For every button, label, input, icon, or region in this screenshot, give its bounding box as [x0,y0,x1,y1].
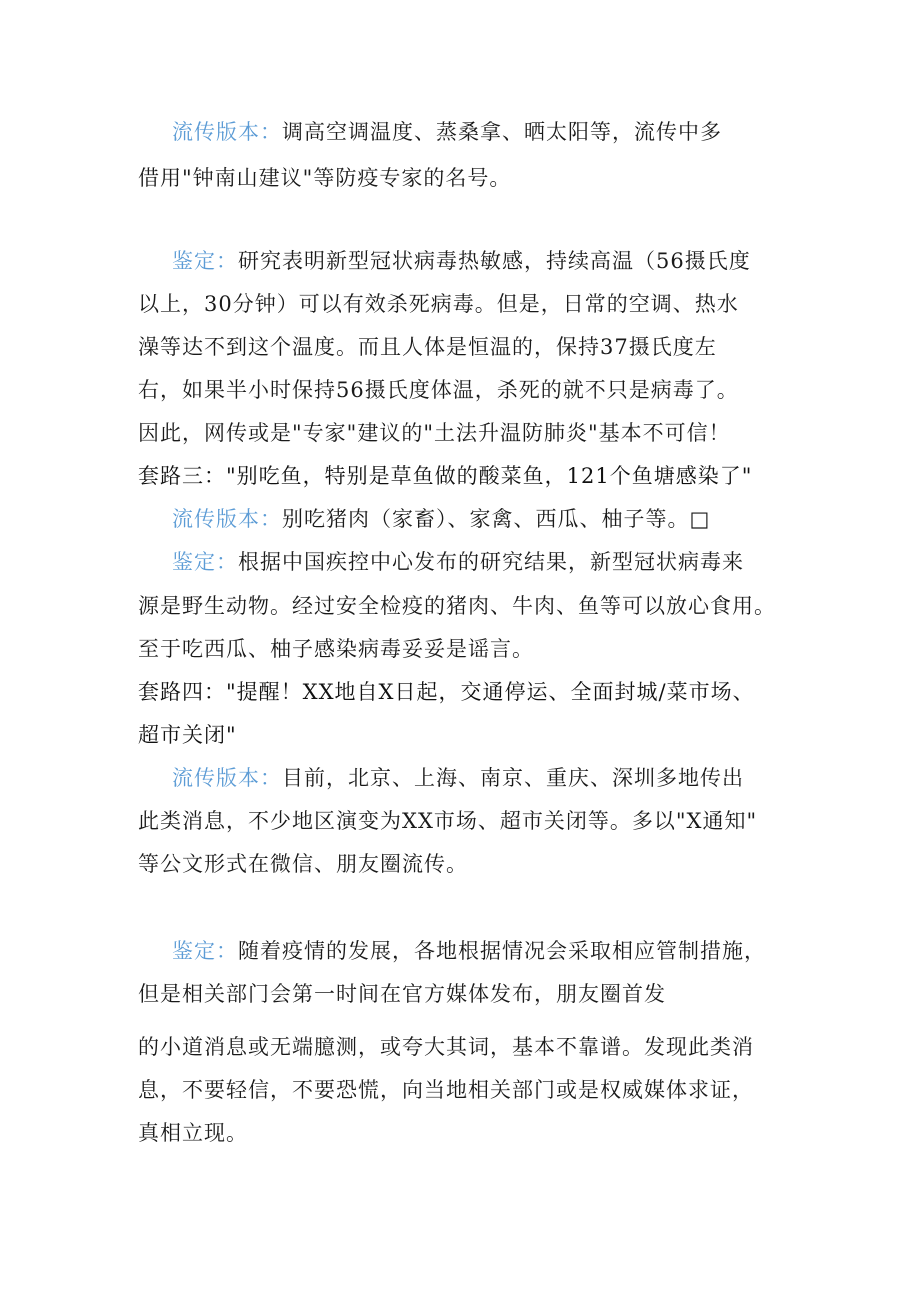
section-heading-4-line-2: 超市关闭" [138,723,237,747]
p3-text-1: 别吃猪肉（家畜）、家禽、西瓜、柚子等。□ [282,507,711,531]
appraisal-label: 鉴定： [172,550,238,574]
p1-line-1 [172,117,722,147]
p4-line-2: 源是野生动物。经过安全检疫的猪肉、牛肉、鱼等可以放心食用。 [138,594,776,618]
section-heading-3: 套路三："别吃鱼，特别是草鱼做的酸菜鱼，121个鱼塘感染了" [138,464,753,488]
p6-line-1 [172,936,766,966]
p2-line-1 [172,246,751,276]
p2-line-3: 澡等达不到这个温度。而且人体是恒温的，保持37摄氏度左 [138,335,717,359]
p6-line-5: 真相立现。 [138,1121,248,1145]
p6-line-4: 息，不要轻信，不要恐慌，向当地相关部门或是权威媒体求证， [138,1078,754,1102]
section-heading-4-line-1: 套路四："提醒！XX地自X日起，交通停运、全面封城/菜市场、 [138,680,755,704]
p5-line-2: 此类消息，不少地区演变为XX市场、超市关闭等。多以"X通知" [138,809,758,833]
p5-text-1: 目前，北京、上海、南京、重庆、深圳多地传出 [282,766,744,790]
version-label: 流传版本： [172,507,282,531]
p5-line-1 [172,763,744,793]
p4-line-3: 至于吃西瓜、柚子感染病毒妥妥是谣言。 [138,637,534,661]
p1-line-2: 借用"钟南山建议"等防疫专家的名号。 [138,166,512,190]
version-label: 流传版本： [172,120,282,144]
p4-text-1: 根据中国疾控中心发布的研究结果，新型冠状病毒来 [238,550,744,574]
p1-text-1: 调高空调温度、蒸桑拿、晒太阳等，流传中多 [282,120,722,144]
p6-line-3: 的小道消息或无端臆测，或夸大其词，基本不靠谱。发现此类消 [138,1035,754,1059]
version-label: 流传版本： [172,766,282,790]
p2-line-5: 因此，网传或是"专家"建议的"土法升温防肺炎"基本不可信！ [138,421,731,445]
p2-line-2: 以上，30分钟）可以有效杀死病毒。但是，日常的空调、热水 [138,292,739,316]
p3-line-1 [172,504,710,534]
p5-line-3: 等公文形式在微信、朋友圈流传。 [138,852,468,876]
p4-line-1 [172,547,744,577]
appraisal-label: 鉴定： [172,249,238,273]
p6-line-2: 但是相关部门会第一时间在官方媒体发布，朋友圈首发 [138,982,666,1006]
p6-text-1: 随着疫情的发展，各地根据情况会采取相应管制措施， [238,939,766,963]
appraisal-label: 鉴定： [172,939,238,963]
p2-line-4: 右，如果半小时保持56摄氏度体温，杀死的就不只是病毒了。 [138,378,739,402]
p2-text-1: 研究表明新型冠状病毒热敏感，持续高温（56摄氏度 [238,249,751,273]
